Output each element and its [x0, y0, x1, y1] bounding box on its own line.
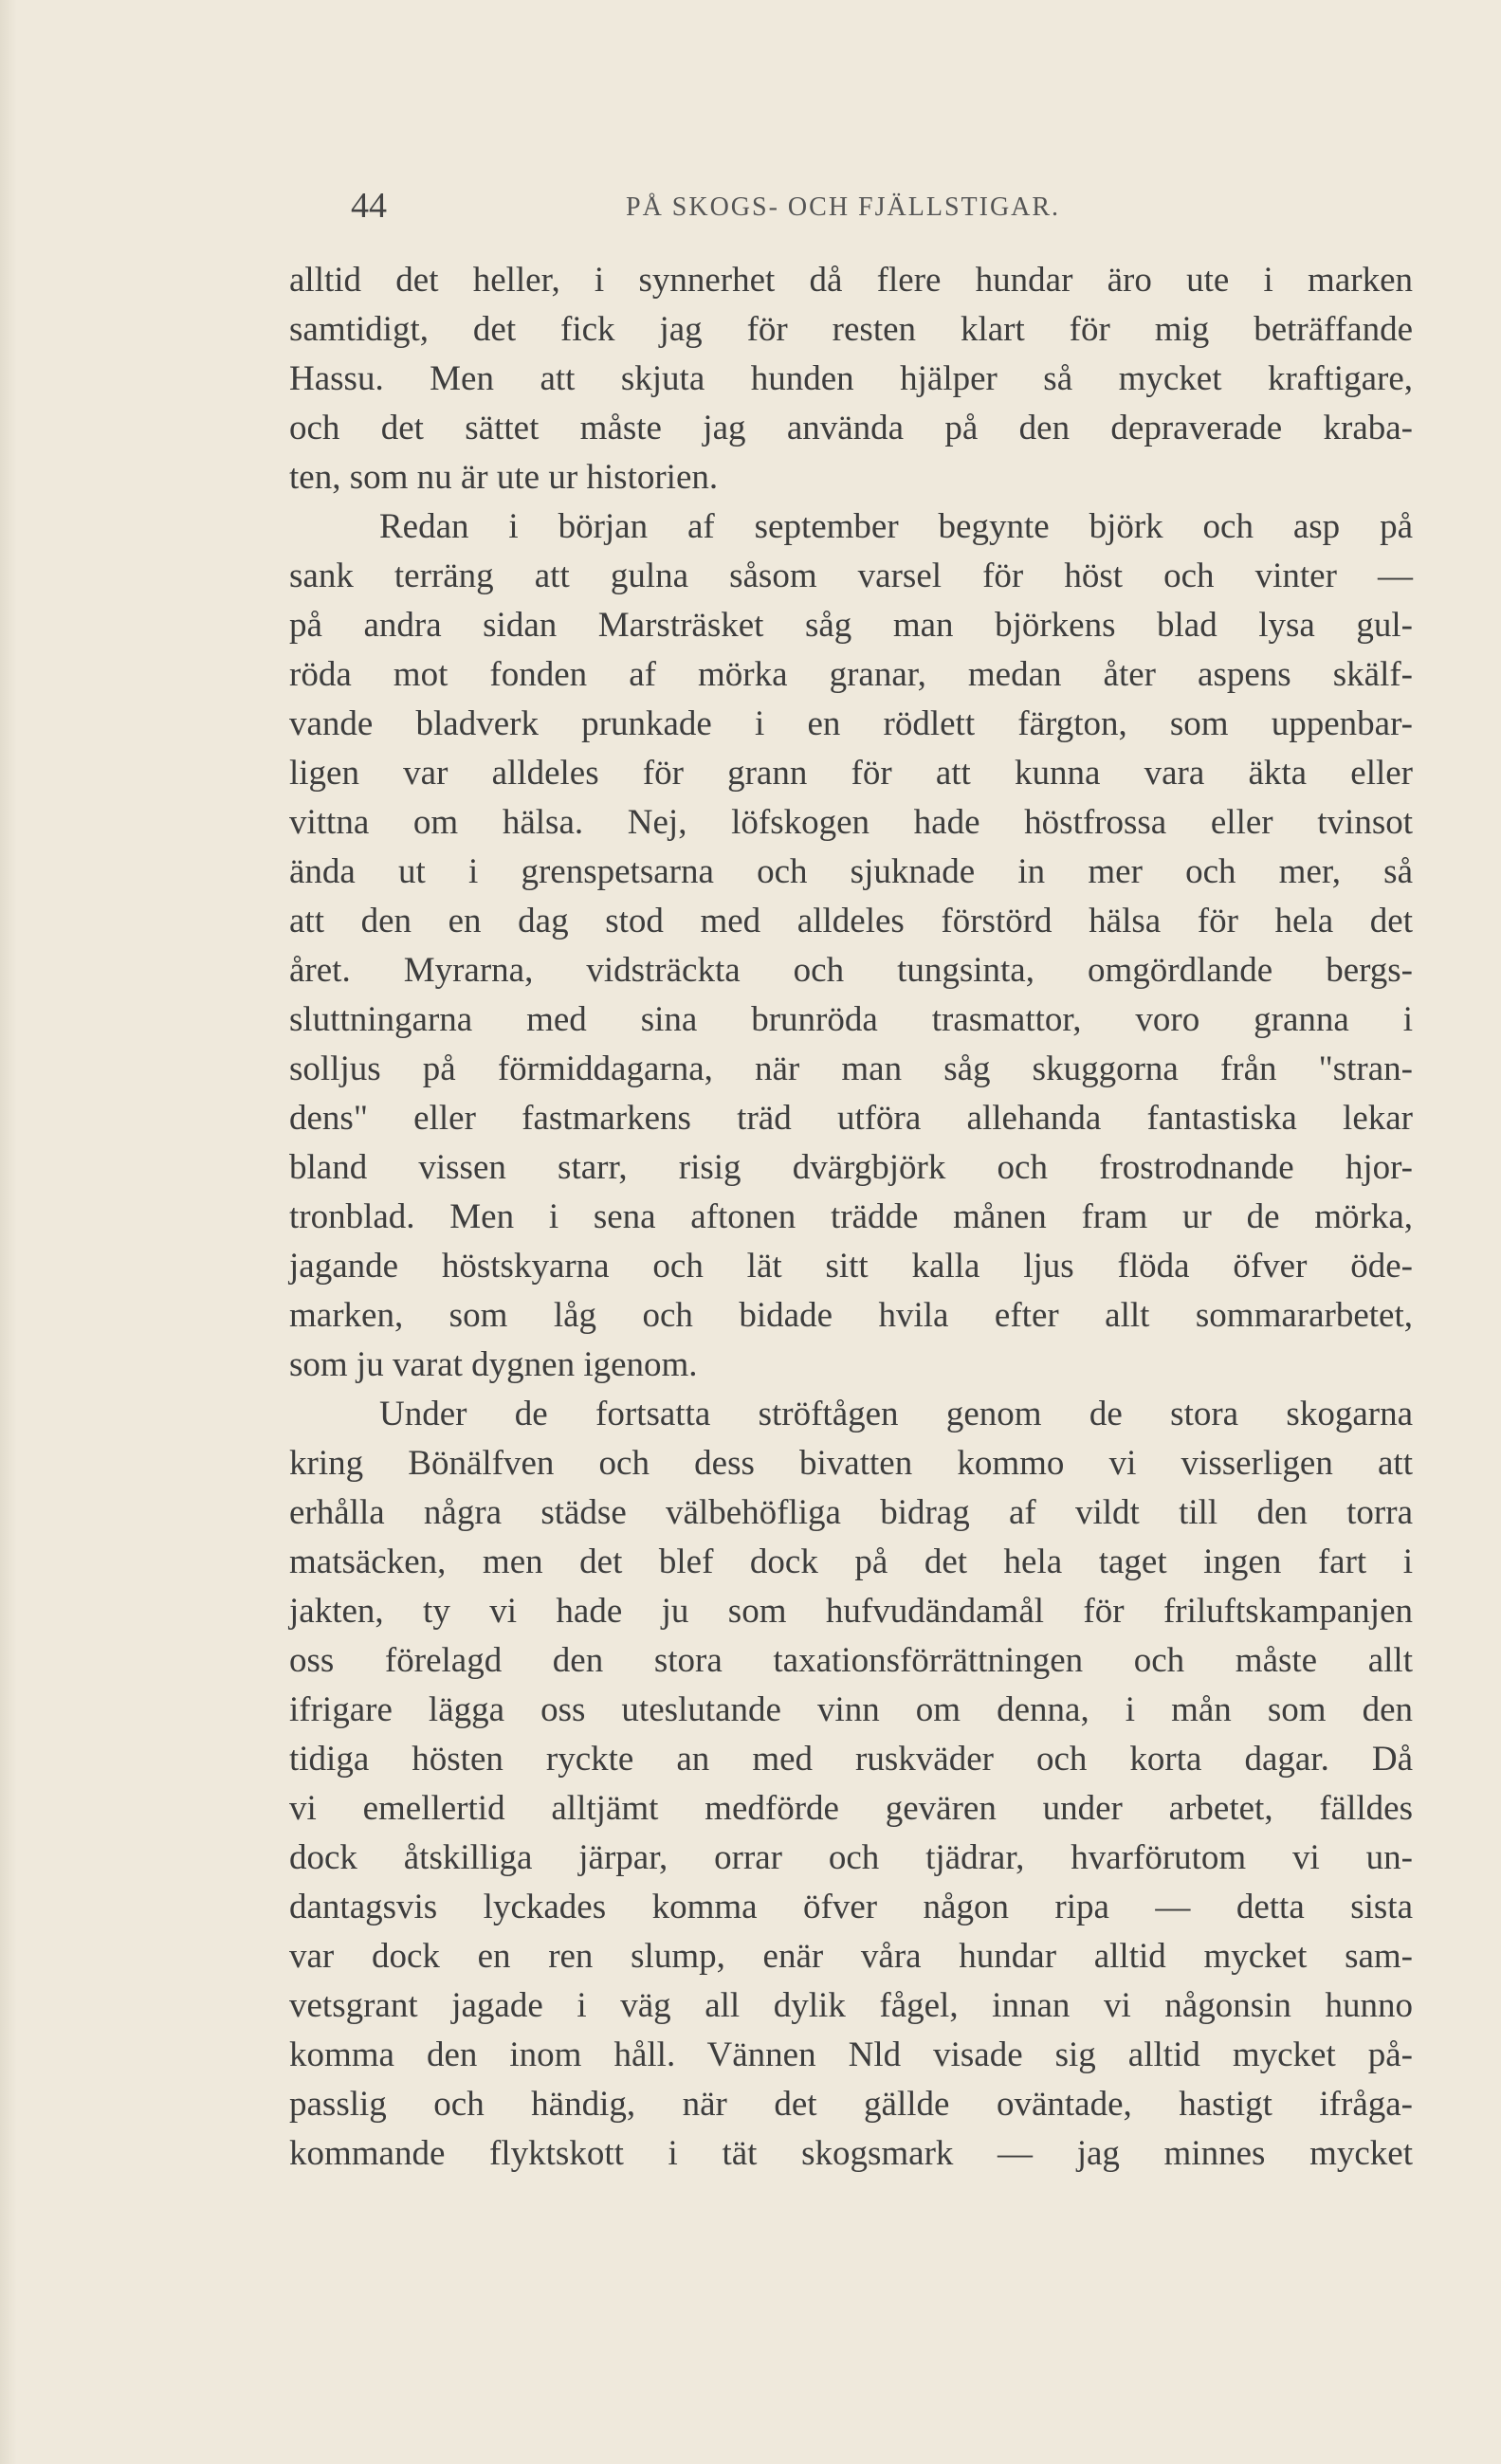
text-line: kommande flyktskott i tät skogsmark — jag minnes mycket — [289, 2134, 1413, 2173]
text-line: jakten, ty vi hade ju som hufvudändamål för friluftskampanjen — [289, 1592, 1413, 1631]
text-line: på andra sidan Marsträsket såg man björkens blad lysa gul- — [289, 606, 1413, 645]
text-line: alltid det heller, i synnerhet då flere hundar äro ute i marken — [289, 261, 1413, 300]
text-line: dens" eller fastmarkens träd utföra allehanda fantastiska lekar — [289, 1099, 1413, 1138]
text-line: samtidigt, det fick jag för resten klart för mig beträffande — [289, 310, 1413, 349]
page-number: 44 — [351, 186, 387, 226]
text-line: dantagsvis lyckades komma öfver någon ripa — detta sista — [289, 1888, 1413, 1926]
page-header — [351, 185, 1413, 232]
text-line: komma den inom håll. Vännen Nld visade sig alltid mycket på- — [289, 2035, 1413, 2074]
text-line: erhålla några städse välbehöfliga bidrag af vildt till den torra — [289, 1493, 1413, 1532]
text-line: marken, som låg och bidade hvila efter allt sommararbetet, — [289, 1296, 1413, 1335]
text-line: att den en dag stod med alldeles förstörd hälsa för hela det — [289, 902, 1413, 940]
text-line: dock åtskilliga järpar, orrar och tjädrar, hvarförutom vi un- — [289, 1838, 1413, 1877]
text-line: Under de fortsatta ströftågen genom de stora skogarna — [379, 1395, 1413, 1433]
text-line: solljus på förmiddagarna, när man såg skuggorna från "stran- — [289, 1049, 1413, 1088]
text-line: vi emellertid alltjämt medförde gevären under arbetet, fälldes — [289, 1789, 1413, 1828]
text-line: matsäcken, men det blef dock på det hela taget ingen fart i — [289, 1542, 1413, 1581]
text-line: sluttningarna med sina brunröda trasmattor, voro granna i — [289, 1000, 1413, 1039]
text-line: Hassu. Men att skjuta hunden hjälper så mycket kraftigare, — [289, 359, 1413, 398]
text-line: ifrigare lägga oss uteslutande vinn om denna, i mån som den — [289, 1690, 1413, 1729]
text-line: passlig och händig, när det gällde oväntade, hastigt ifråga- — [289, 2085, 1413, 2124]
text-line: bland vissen starr, risig dvärgbjörk och frostrodnande hjor- — [289, 1148, 1413, 1187]
text-line: tidiga hösten ryckte an med ruskväder och korta dagar. Då — [289, 1740, 1413, 1779]
text-line: som ju varat dygnen igenom. — [289, 1345, 698, 1384]
text-line: och det sättet måste jag använda på den depraverade kraba- — [289, 409, 1413, 447]
text-line: sank terräng att gulna såsom varsel för höst och vinter — — [289, 557, 1413, 595]
page-edge — [0, 0, 17, 2464]
text-line: Redan i början af september begynte björk och asp på — [379, 507, 1413, 546]
text-line: tronblad. Men i sena aftonen trädde månen fram ur de mörka, — [289, 1197, 1413, 1236]
body-text — [289, 256, 1413, 2179]
text-line: var dock en ren slump, enär våra hundar alltid mycket sam- — [289, 1937, 1413, 1976]
text-line: jagande höstskyarna och lät sitt kalla ljus flöda öfver öde- — [289, 1247, 1413, 1286]
running-head: PÅ SKOGS- OCH FJÄLLSTIGAR. — [626, 192, 1061, 222]
text-line: kring Bönälfven och dess bivatten kommo vi visserligen att — [289, 1444, 1413, 1483]
text-line: vande bladverk prunkade i en rödlett färgton, som uppenbar- — [289, 704, 1413, 743]
text-line: ända ut i grenspetsarna och sjuknade in mer och mer, så — [289, 852, 1413, 891]
text-line: oss förelagd den stora taxationsförrättningen och måste allt — [289, 1641, 1413, 1680]
text-line: röda mot fonden af mörka granar, medan åter aspens skälf- — [289, 655, 1413, 694]
text-line: vetsgrant jagade i väg all dylik fågel, innan vi någonsin hunno — [289, 1986, 1413, 2025]
text-line: vittna om hälsa. Nej, löfskogen hade höstfrossa eller tvinsot — [289, 803, 1413, 842]
text-line: ligen var alldeles för grann för att kunna vara äkta eller — [289, 754, 1413, 793]
text-line: året. Myrarna, vidsträckta och tungsinta, omgördlande bergs- — [289, 951, 1413, 990]
text-line: ten, som nu är ute ur historien. — [289, 458, 719, 497]
